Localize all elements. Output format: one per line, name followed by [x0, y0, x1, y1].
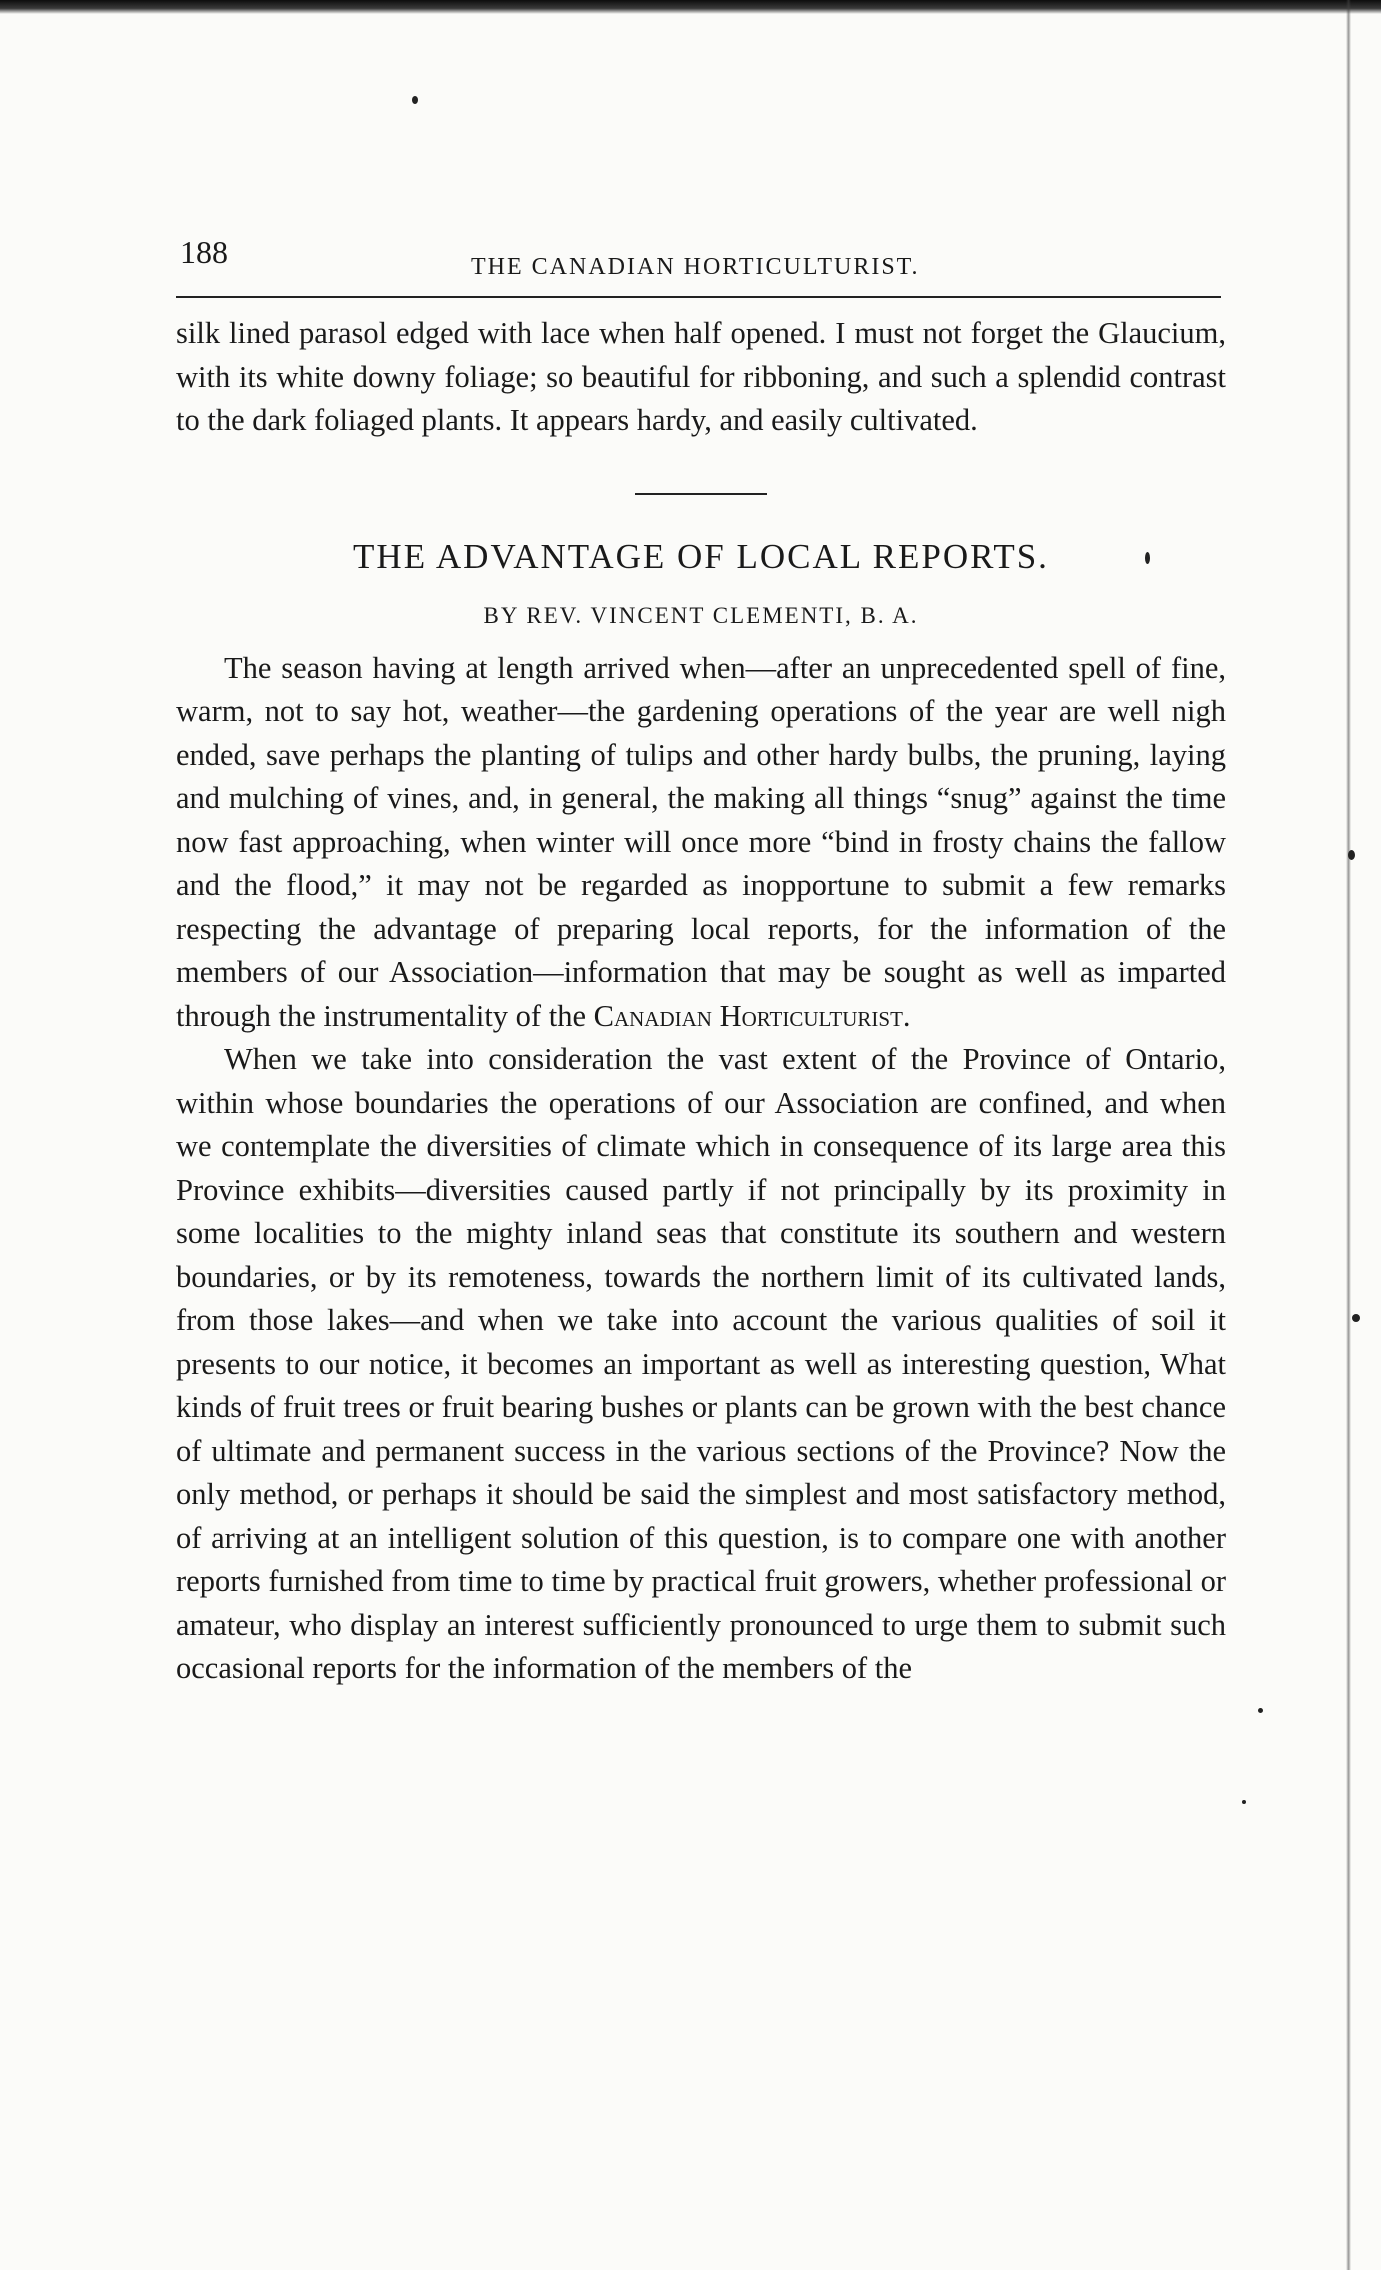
section-divider — [635, 493, 767, 495]
running-title: THE CANADIAN HORTICULTURIST. — [471, 254, 920, 280]
running-head — [176, 230, 1226, 288]
continuation-paragraph: silk lined parasol edged with lace when half opened. I must not forget the Glaucium, with its white downy foliage; so beautiful for ribboning, and such a splendid contrast to the dark foliaged plants. It appears hardy, and easily cultivated. — [176, 316, 1226, 437]
paragraph-1-text: The season having at length arrived when—after an unprecedented spell of fine, warm, not to say hot, weather—the gardening operations of the year are well nigh ended, save perhaps the planting of tulips and other hardy bulbs, the pruning, laying and mulching of vines, and, in general, the making all things “snug” against the time now fast approaching, when winter will once more “bind in frosty chains the fallow and the flood,” it may not be regarded as inopportune to submit a few remarks respecting the advantage of preparing local reports, for the information of the members of our Association—information that may be sought as well as imparted through the instrumentality of the — [176, 650, 1226, 1033]
article-paragraph-1 — [176, 647, 1226, 1039]
article-byline: BY REV. VINCENT CLEMENTI, B. A. — [483, 602, 919, 628]
ink-speck — [1242, 1800, 1246, 1804]
scan-top-edge — [0, 0, 1381, 14]
ink-speck — [1352, 1314, 1360, 1322]
ink-speck — [1258, 1708, 1263, 1713]
scan-binding-edge — [1346, 0, 1351, 2270]
ink-speck — [412, 96, 418, 104]
page-number: 188 — [180, 234, 228, 270]
header-rule — [176, 296, 1221, 298]
book-page — [176, 230, 1226, 1691]
body-text — [176, 312, 1226, 1691]
ink-speck — [1348, 850, 1355, 860]
article-title: THE ADVANTAGE OF LOCAL REPORTS. — [353, 536, 1049, 576]
journal-name: Canadian Horticulturist. — [593, 998, 911, 1033]
article-paragraph-2: When we take into consideration the vast extent of the Province of Ontario, within whose boundaries the operations of our Association are confined, and when we contemplate the diversities of climate which in consequence of its large area this Province exhibits—diversities caused partly if not principally by its proximity in some localities to the mighty inland seas that constitute its southern and western boundaries, or by its remoteness, towards the northern limit of its cultivated lands, from those lakes—and when we take into account the various qualities of soil it presents to our notice, it becomes an important as well as interesting question, What kinds of fruit trees or fruit bearing bushes or plants can be grown with the best chance of ultimate and permanent success in the various sections of the Province? Now the only method, or perhaps it should be said the simplest and most satisfactory method, of arriving at an intelligent solution of this question, is to compare one with another reports furnished from time to time by practical fruit growers, whether professional or amateur, who display an interest sufficiently pronounced to urge them to submit such occasional reports for the information of the members of the — [176, 1042, 1226, 1685]
